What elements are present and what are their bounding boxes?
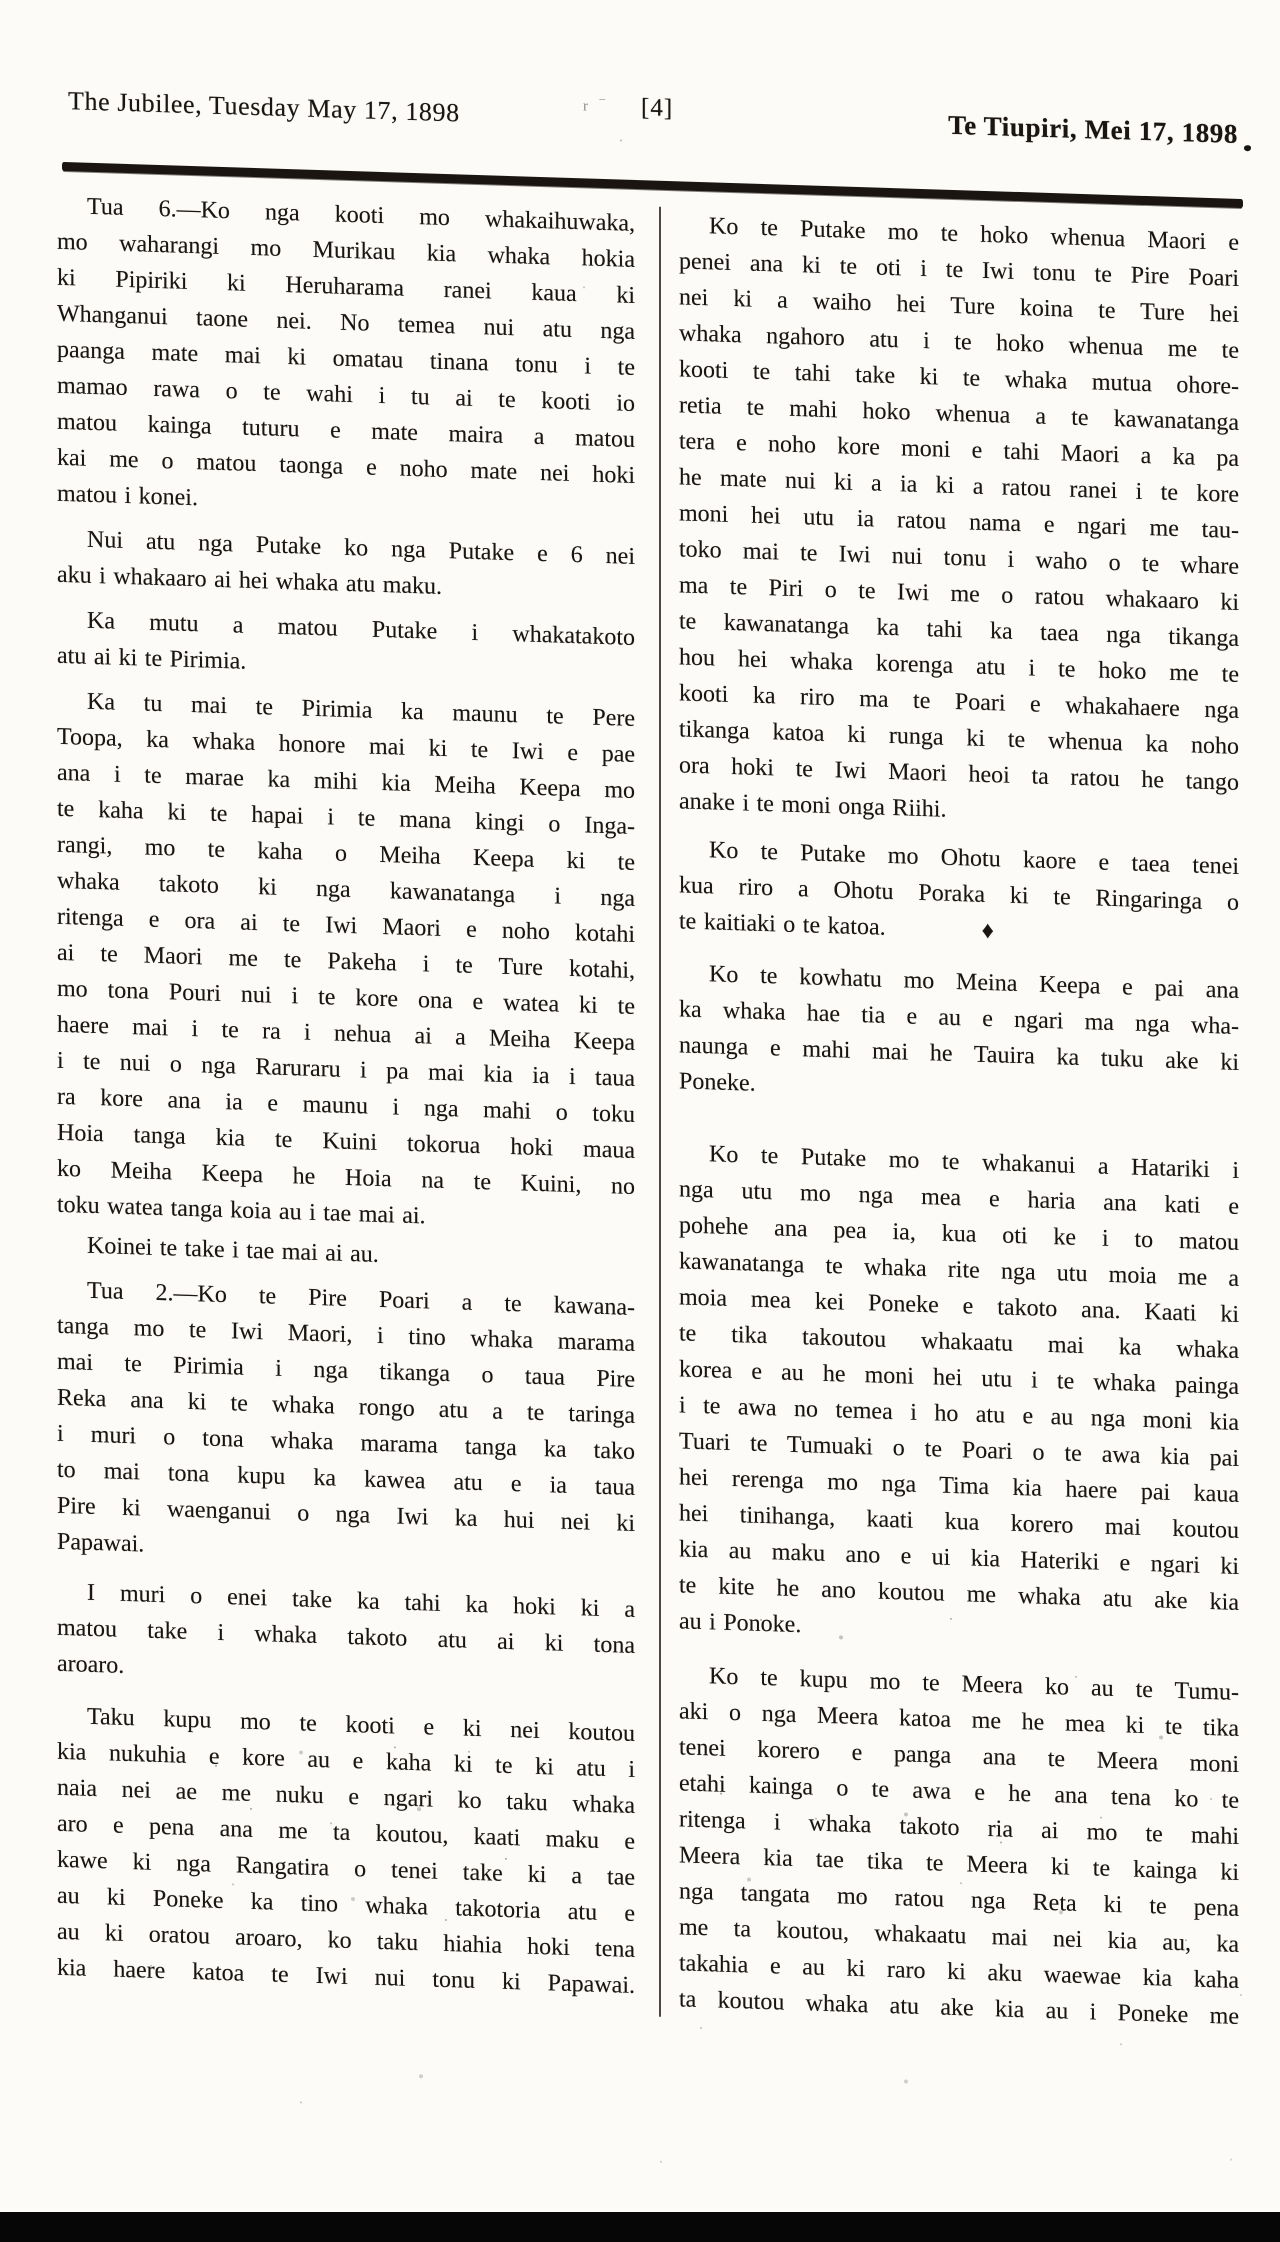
text-line: whaka takoto ki nga kawanatanga i nga [57,867,635,912]
text-line: Tua 6.—Ko nga kooti mo whakaihuwaka, [87,193,635,237]
paragraph [57,683,635,1241]
text-line: moia mea kei Poneke e takoto ana. Kaati ki [679,1284,1239,1328]
paragraph [679,831,1239,957]
text-line: Toopa, ka whaka honore mai ki te Iwi e pae [57,723,635,768]
paragraph [57,1272,635,1578]
text-line: nga tangata mo ratou nga Reta ki te pena [679,1878,1239,1922]
newspaper-title-left: The Jubilee, Tuesday May 17, 1898 [68,86,460,128]
column-divider [659,207,661,2017]
text-line: rangi, mo te kaha o Meiha Keepa ki te [57,831,635,876]
text-line: Papawai. [57,1528,145,1558]
text-line: moni hei utu ia ratou nama e ngari me tau- [679,500,1239,544]
text-line: ki Pipiriki ki Heruharama ranei kaua ki [57,264,635,309]
paragraph [57,521,635,611]
text-line: kai me o matou taonga e noho mate nei hoki [57,444,635,489]
paragraph [57,602,635,692]
text-line: i te nui o nga Raruraru i pa mai kia ia i taua [57,1047,635,1092]
text-line: nei ki a waiho hei Ture koina te Ture hei [679,284,1239,328]
text-line: etahi kainga o te awa e he ana tena ko te [679,1770,1239,1814]
page-columns [0,186,1280,2036]
text-line: Tua 2.—Ko te Pire Poari a te kawana- [87,1277,635,1321]
page-number: [4] [641,94,674,123]
text-line: tikanga katoa ki runga ki te whenua ka noho [679,716,1239,760]
text-line: te kite he ano koutou me whaka atu ake kia [679,1572,1239,1616]
text-line: kia haere katoa te Iwi nui tonu ki Papawai. [57,1954,635,1999]
text-line: ta koutou whaka atu ake kia au i Poneke me [679,1986,1239,2030]
text-line: ko Meiha Keepa he Hoia na te Kuini, no [57,1155,635,1200]
text-line: Taku kupu mo te kooti e ki nei koutou [87,1703,635,1747]
text-line: Poneke. [679,1068,756,1097]
text-line: Whanganui taone nei. No temea nui atu nga [57,300,635,345]
text-line: Ka tu mai te Pirimia ka maunu te Pere [87,688,635,732]
text-line: ai te Maori me te Pakeha i te Ture kotahi, [57,939,635,984]
text-line: retia te mahi hoko whenua a te kawanatanga [679,392,1239,436]
text-line: au i Ponoke. [679,1608,802,1639]
text-line: au ki Poneke ka tino whaka takotoria atu e [57,1882,635,1927]
text-line: Nui atu nga Putake ko nga Putake e 6 nei [87,526,635,570]
text-line: naia nei ae me nuku e ngari ko taku whaka [57,1774,635,1819]
text-line: takahia e au ki raro ki aku waewae kia kaha [679,1950,1239,1994]
text-line: aku i whakaaro ai hei whaka atu maku. [57,561,443,600]
text-line: me ta koutou, whakaatu mai nei kia au, ka [679,1914,1239,1958]
text-line: atu ai ki te Pirimia. [57,642,247,675]
paragraph [679,1135,1239,1657]
paragraph [679,955,1239,1117]
text-line: matou i konei. [57,480,198,512]
text-line: au ki oratou aroaro, ko taku hiahia hoki tena [57,1918,635,1963]
text-line: kia au maku ano e ui kia Hateriki e ngari ki [679,1536,1239,1580]
newspaper-title-right: Te Tiupiri, Mei 17, 1898 [948,109,1238,149]
text-line: matou take i whaka takoto atu ai ki tona [57,1614,635,1659]
text-line: whaka ngahoro atu i te hoko whenua me te [679,320,1239,364]
text-line: kooti ka riro ma te Poari e whakahaere nga [679,680,1239,724]
text-line: hei rerenga mo nga Tima kia haere pai kaua [679,1464,1239,1508]
text-line: tenei korero e panga ana te Meera moni [679,1734,1239,1778]
scan-edge-bar [0,2212,1280,2242]
text-line: kia nukuhia e kore au e kaha ki te ki atu i [57,1738,635,1783]
text-line: Ko te kowhatu mo Meina Keepa e pai ana [709,961,1239,1004]
text-line: Reka ana ki te whaka rongo atu a te taringa [57,1384,635,1429]
text-line: Hoia tanga kia te Kuini tokorua hoki maua [57,1119,635,1164]
text-line: aroaro. [57,1650,125,1679]
text-line: kooti te tahi take ki te whaka mutua ohore- [679,356,1239,400]
text-line: aki o nga Meera katoa me he mea ki te tika [679,1698,1239,1742]
text-line: kawanatanga te whaka rite nga utu moia me a [679,1248,1239,1292]
text-line: mo waharangi mo Murikau kia whaka hokia [57,228,635,273]
text-line: te tika takoutou whakaatu mai ka whaka [679,1320,1239,1364]
text-line: to mai tona kupu ka kawea atu e ia taua [57,1456,635,1501]
text-line: hou hei whaka korenga atu i te hoko me te [679,644,1239,688]
text-line: Meera kia tae tika te Meera ki te kainga ki [679,1842,1239,1886]
paragraph [57,1698,635,2004]
text-line: korea e au he moni hei utu i te whaka painga [679,1356,1239,1400]
text-line: Ko te Putake mo te whakanui a Hatariki i [709,1141,1239,1184]
text-line: ritenga e ora ai te Iwi Maori e noho kotahi [57,903,635,948]
text-line: Ko te Putake mo te hoko whenua Maori e [709,213,1239,256]
text-line: te kawanatanga ka tahi ka taea nga tikanga [679,608,1239,652]
text-line: te kaha ki te hapai i te mana kingi o Inga- [57,795,635,840]
paragraph [679,1657,1239,2035]
text-line: anake i te moni onga Riihi. [679,788,947,823]
text-line: hei tinihanga, kaati kua korero mai koutou [679,1500,1239,1544]
text-line: tera e noho kore moni e tahi Maori a ka pa [679,428,1239,472]
ink-blot [1244,145,1251,151]
text-line: i te awa no temea i ho atu e au nga moni kia [679,1392,1239,1436]
text-line: pohehe ana pea ia, kua oti ke i to matou [679,1212,1239,1256]
text-line: I muri o enei take ka tahi ka hoki ki a [87,1579,635,1623]
scan-artifact-marks: r ‾ [583,98,609,116]
text-line: naunga e mahi mai he Tauira ka tuku ake ki [679,1032,1239,1076]
text-line: ra kore ana ia e maunu i nga mahi o toku [57,1083,635,1128]
text-line: ma te Piri o te Iwi me o ratou whakaaro ki [679,572,1239,616]
text-line: ana i te marae ka mihi kia Meiha Keepa mo [57,759,635,804]
text-line: ka whaka hae tia e au e ngari ma nga wha- [679,996,1239,1040]
right-column [679,207,1239,2035]
text-line: nga utu mo nga mea e haria ana kati e [679,1176,1239,1220]
text-line: Pire ki waenganui o nga Iwi ka hui nei ki [57,1492,635,1537]
text-line: tanga mo te Iwi Maori, i tino whaka marama [57,1312,635,1357]
text-line: he mate nui ki a ia ki a ratou ranei i te kore [679,464,1239,508]
text-line: toku watea tanga koia au i tae mai ai. [57,1191,426,1230]
text-line: ora hoki te Iwi Maori heoi ta ratou he tango [679,752,1239,796]
text-line: Ko te kupu mo te Meera ko au te Tumu- [709,1663,1239,1706]
text-line: te kaitiaki o te katoa. ♦ [679,908,994,945]
paragraph [57,188,635,530]
text-line: aro e pena ana me ta koutou, kaati maku e [57,1810,635,1855]
text-line: haere mai i te ra i nehua ai a Meiha Keepa [57,1011,635,1056]
text-line: toko mai te Iwi nui tonu i waho o te whare [679,536,1239,580]
left-column [57,188,635,2016]
text-line: Tuari te Tumuaki o te Poari o te awa kia pai [679,1428,1239,1472]
text-line: mo tona Pouri nui i te kore ona e watea ki te [57,975,635,1020]
text-line: Koinei te take i tae mai ai au. [87,1232,379,1268]
text-line: Ko te Putake mo Ohotu kaore e taea tenei [709,837,1239,880]
text-line: i muri o tona whaka marama tanga ka tako [57,1420,635,1465]
paragraph [679,207,1239,837]
text-line: penei ana ki te oti i te Iwi tonu te Pire Poari [679,248,1239,292]
text-line: mai te Pirimia i nga tikanga o taua Pire [57,1348,635,1393]
text-line: matou kainga tuturu e mate maira a matou [57,408,635,453]
text-line: paanga mate mai ki omatau tinana tonu i te [57,336,635,381]
text-line: kawe ki nga Rangatira o tenei take ki a tae [57,1846,635,1891]
text-line: kua riro a Ohotu Poraka ki te Ringaringa o [679,872,1239,916]
paragraph [57,1574,635,1700]
text-line: ritenga i whaka takoto ria ai mo te mahi [679,1806,1239,1850]
text-line: Ka mutu a matou Putake i whakatakoto [87,607,635,651]
text-line: mamao rawa o te wahi i tu ai te kooti io [57,372,635,417]
